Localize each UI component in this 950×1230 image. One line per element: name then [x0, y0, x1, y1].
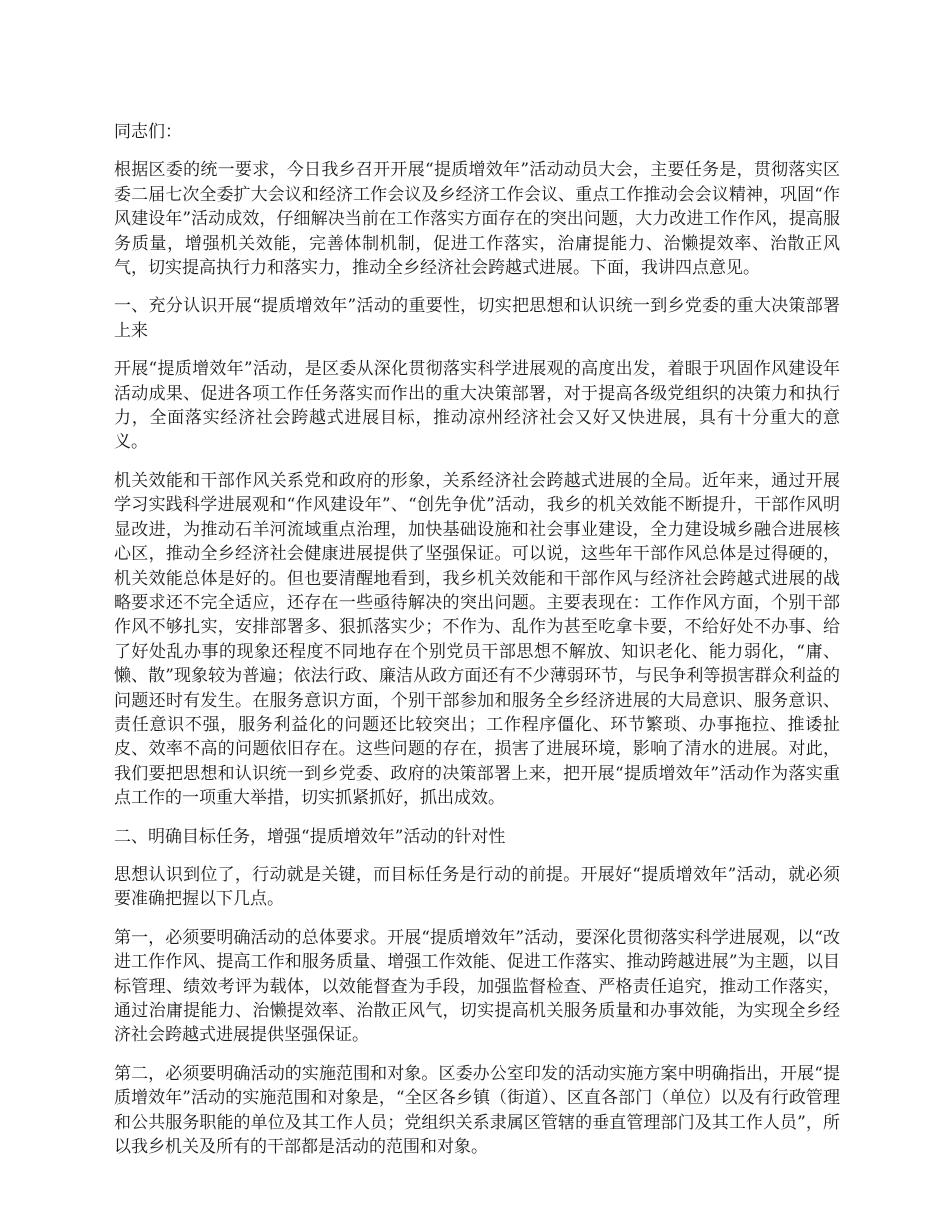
paragraph-point-1: 第一，必须要明确活动的总体要求。开展“提质增效年”活动，要深化贯彻落实科学进展观，以“改进工作作风、提高工作和服务质量、增强工作效能、促进工作落实、推动跨越进展”为主题，以目标管理、绩效考评为载体，以效能督查为手段，加强监督检查、严格责任追究，推动工作落实，通过治庸提能力、治懒提效率、治散正风气，切实提高机关服务质量和办事效能，为实现全乡经济社会跨越式进展提供坚强保证。	[114, 927, 840, 1046]
section-heading-1: 一、充分认识开展“提质增效年”活动的重要性，切实把思想和认识统一到乡党委的重大决策部署上来	[114, 296, 840, 341]
paragraph-problems: 机关效能和干部作风关系党和政府的形象，关系经济社会跨越式进展的全局。近年来，通过开展学习实践科学进展观和“作风建设年”、“创先争优”活动，我乡的机关效能不断提升，干部作风明显改进，为推动石羊河流域重点治理，加快基础设施和社会事业建设，全力建设城乡融合进展核心区，推动全乡经济社会健康进展提供了坚强保证。可以说，这些年干部作风总体是过得硬的，机关效能总体是好的。但也要清醒地看到，我乡机关效能和干部作风与经济社会跨越式进展的战略要求还不完全适应，还存在一些亟待解决的突出问题。主要表现在：工作作风方面，个别干部作风不够扎实，安排部署多、狠抓落实少；不作为、乱作为甚至吃拿卡要，不给好处不办事、给了好处乱办事的现象还程度不同地存在个别党员干部思想不解放、知识老化、能力弱化，“庸、懒、散”现象较为普遍；依法行政、廉洁从政方面还有不少薄弱环节，与民争利等损害群众利益的问题还时有发生。在服务意识方面，个别干部参加和服务全乡经济进展的大局意识、服务意识、责任意识不强，服务利益化的问题还比较突出；工作程序僵化、环节繁琐、办事拖拉、推诿扯皮、效率不高的问题依旧存在。这些问题的存在，损害了进展环境，影响了清水的进展。对此，我们要把思想和认识统一到乡党委、政府的决策部署上来，把开展“提质增效年”活动作为落实重点工作的一项重大举措，切实抓紧抓好，抓出成效。	[114, 470, 840, 809]
paragraph-goals-intro: 思想认识到位了，行动就是关键，而目标任务是行动的前提。开展好“提质增效年”活动，就必须要准确把握以下几点。	[114, 864, 840, 910]
salutation: 同志们：	[114, 122, 182, 142]
section-heading-2: 二、明确目标任务，增强“提质增效年”活动的针对性	[114, 826, 506, 847]
paragraph-intro: 根据区委的统一要求，今日我乡召开开展“提质增效年”活动动员大会，主要任务是，贯彻落实区委二届七次全委扩大会议和经济工作会议及乡经济工作会议、重点工作推动会会议精神，巩固“作风建设年”活动成效，仔细解决当前在工作落实方面存在的突出问题，大力改进工作作风，提高服务质量，增强机关效能，完善体制机制，促进工作落实，治庸提能力、治懒提效率、治散正风气，切实提高执行力和落实力，推动全乡经济社会跨越式进展。下面，我讲四点意见。	[114, 160, 840, 279]
paragraph-point-2: 第二，必须要明确活动的实施范围和对象。区委办公室印发的活动实施方案中明确指出，开展“提质增效年”活动的实施范围和对象是，“全区各乡镇（街道）、区直各部门（单位）以及有行政管理和公共服务职能的单位及其工作人员；党组织关系隶属区管辖的垂直管理部门及其工作人员”，所以我乡机关及所有的干部都是活动的范围和对象。	[114, 1063, 840, 1158]
paragraph-significance: 开展“提质增效年”活动，是区委从深化贯彻落实科学进展观的高度出发，着眼于巩固作风建设年活动成果、促进各项工作任务落实而作出的重大决策部署，对于提高各级党组织的决策力和执行力，全面落实经济社会跨越式进展目标，推动凉州经济社会又好又快进展，具有十分重大的意义。	[114, 359, 840, 453]
document-body	[114, 120, 840, 1173]
